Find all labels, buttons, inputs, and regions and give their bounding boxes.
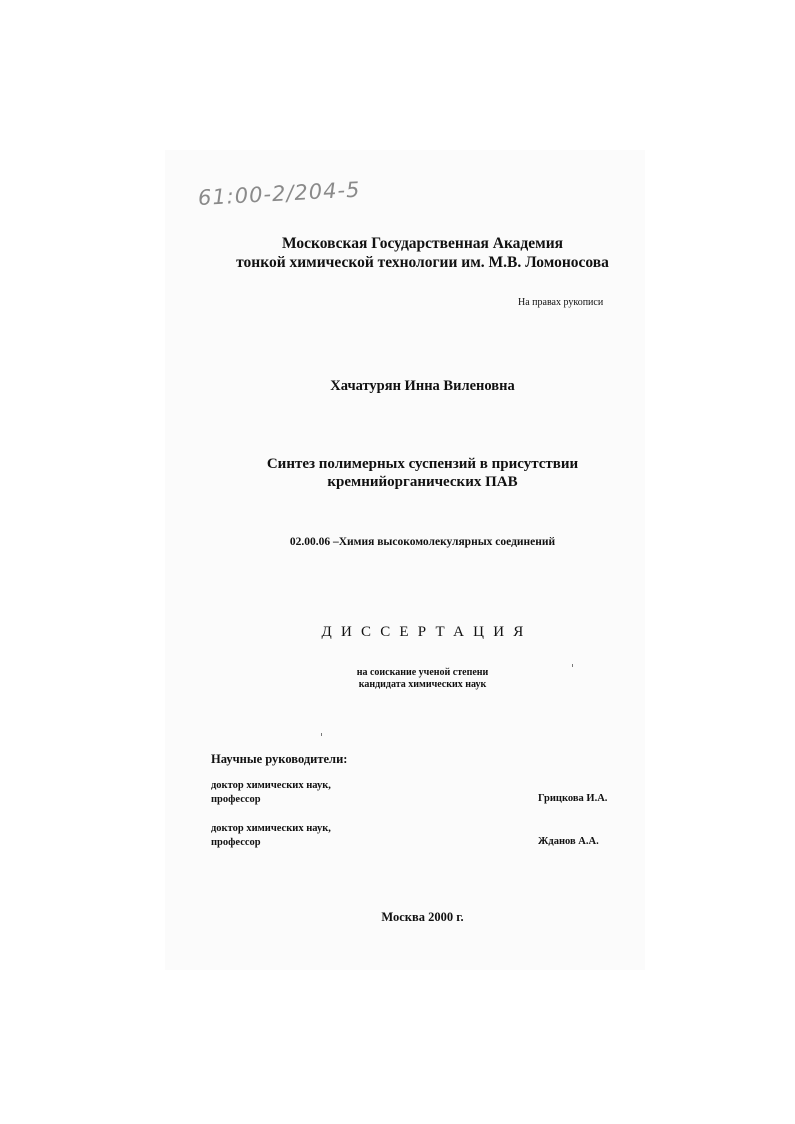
supervisor-1-title: профессор — [211, 794, 261, 805]
supervisors-heading: Научные руководители: — [211, 752, 348, 766]
author-name: Хачатурян Инна Виленовна — [330, 378, 515, 394]
supervisor-2-name: Жданов А.А. — [538, 836, 599, 847]
thesis-title-line-2: кремнийорганических ПАВ — [327, 474, 518, 490]
city-and-year: Москва 2000 г. — [381, 910, 464, 924]
thesis-title-line-1: Синтез полимерных суспензий в присутствии — [266, 456, 579, 472]
degree-line-2: кандидата химических наук — [358, 679, 487, 690]
supervisor-2-title: профессор — [211, 837, 261, 848]
supervisor-1-rank: доктор химических наук, — [211, 780, 331, 791]
specialty-code: 02.00.06 –Химия высокомолекулярных соединений — [289, 536, 556, 548]
scan-speck — [572, 664, 573, 667]
supervisor-1-name: Грицкова И.А. — [538, 793, 608, 804]
document-type-heading: ДИССЕРТАЦИЯ — [321, 624, 533, 640]
supervisor-2-rank: доктор химических наук, — [211, 823, 331, 834]
degree-line-1: на соискание ученой степени — [356, 667, 489, 678]
institution-line-1: Московская Государственная Академия — [281, 235, 564, 252]
institution-line-2: тонкой химической технологии им. М.В. Ломоносова — [236, 254, 609, 271]
manuscript-rights-note: На правах рукописи — [518, 297, 604, 308]
scan-speck — [321, 733, 322, 736]
handwritten-archive-code: 61:00-2/204-5 — [197, 177, 361, 210]
